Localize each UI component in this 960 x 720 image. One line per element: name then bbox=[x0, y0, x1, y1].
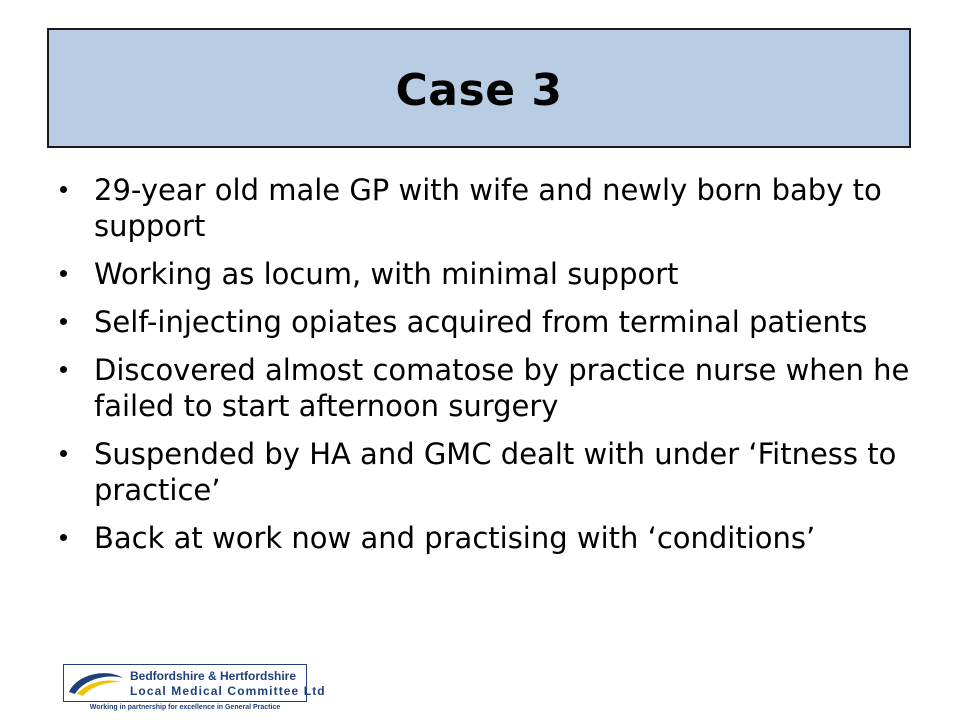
bullet-item bbox=[60, 520, 920, 556]
bullet-dot-icon bbox=[60, 270, 67, 277]
bullet-text: Back at work now and practising with ‘conditions’ bbox=[94, 521, 816, 555]
swoosh-logo-icon bbox=[67, 668, 125, 698]
title-banner bbox=[47, 28, 911, 148]
bullet-item bbox=[60, 256, 920, 292]
bullet-item bbox=[60, 352, 920, 424]
logo-line-1: Bedfordshire & Hertfordshire bbox=[130, 669, 297, 683]
bullet-dot-icon bbox=[60, 366, 67, 373]
lmc-logo bbox=[63, 664, 326, 714]
bullet-text: Working as locum, with minimal support bbox=[94, 257, 679, 291]
bullet-list bbox=[60, 172, 920, 568]
bullet-text: Discovered almost comatose by practice nurse when he failed to start afternoon surgery bbox=[94, 353, 910, 423]
bullet-item bbox=[60, 172, 920, 244]
bullet-item bbox=[60, 436, 920, 508]
logo-tagline: Working in partnership for excellence in General Practice bbox=[89, 704, 281, 711]
slide-title: Case 3 bbox=[395, 64, 563, 116]
bullet-dot-icon bbox=[60, 534, 67, 541]
bullet-text: Self-injecting opiates acquired from terminal patients bbox=[94, 305, 868, 339]
bullet-text: Suspended by HA and GMC dealt with under ‘Fitness to practice’ bbox=[94, 437, 897, 507]
logo-line-2: Local Medical Committee Ltd bbox=[130, 684, 326, 698]
bullet-text: 29-year old male GP with wife and newly born baby to support bbox=[94, 173, 882, 243]
bullet-item bbox=[60, 304, 920, 340]
bullet-dot-icon bbox=[60, 318, 67, 325]
logo-frame bbox=[63, 664, 326, 702]
bullet-dot-icon bbox=[60, 450, 67, 457]
bullet-dot-icon bbox=[60, 186, 67, 193]
